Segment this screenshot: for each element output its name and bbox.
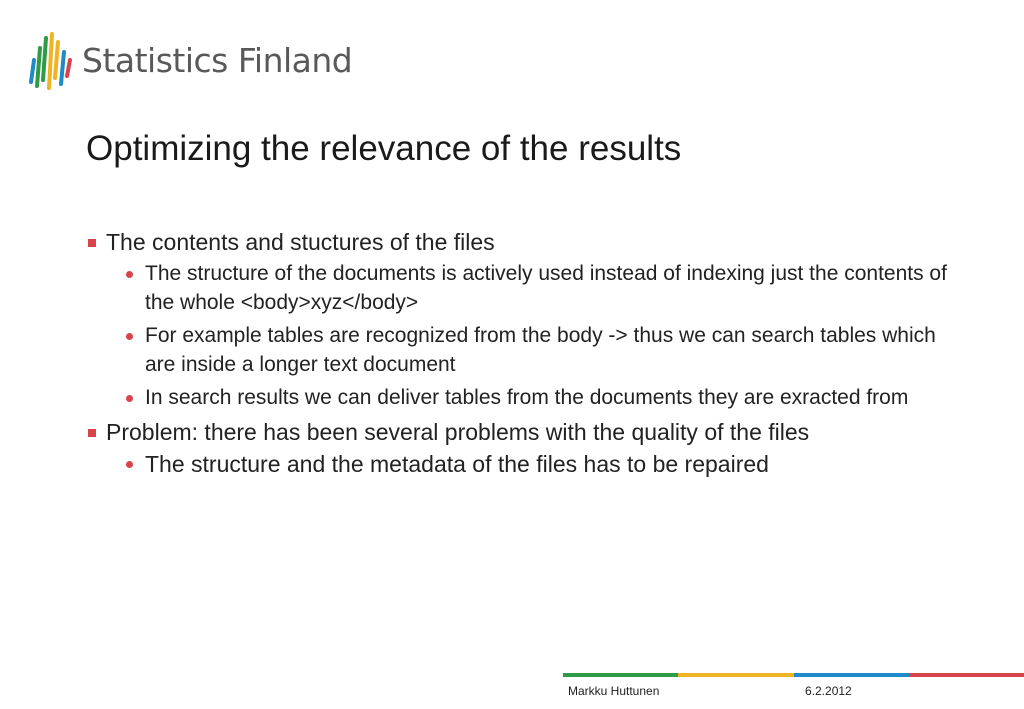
footer-bar-blue bbox=[794, 673, 909, 677]
square-bullet-icon bbox=[88, 239, 96, 247]
sub-bullet-deliver-tables bbox=[86, 384, 966, 413]
sub-bullet-text: The structure of the documents is actively used instead of indexing just the contents of the whole <body>xyz</body> bbox=[145, 262, 947, 314]
sub-bullet-repair bbox=[86, 450, 966, 479]
bullet-text: Problem: there has been several problems with the quality of the files bbox=[106, 418, 810, 445]
round-bullet-icon bbox=[126, 271, 133, 278]
sub-bullet-tables-recognized bbox=[86, 322, 966, 379]
round-bullet-icon bbox=[126, 461, 133, 468]
sub-bullet-text: In search results we can deliver tables from the documents they are exracted from bbox=[145, 386, 909, 409]
sub-bullet-structure-used bbox=[86, 260, 966, 317]
sub-bullet-text: The structure and the metadata of the files has to be repaired bbox=[145, 450, 769, 477]
bullet-list bbox=[86, 228, 966, 483]
statistics-finland-logo bbox=[28, 28, 352, 92]
logo-text: Statistics Finland bbox=[82, 40, 353, 80]
round-bullet-icon bbox=[126, 333, 133, 340]
square-bullet-icon bbox=[88, 429, 96, 437]
bullet-contents-structures bbox=[86, 228, 966, 256]
round-bullet-icon bbox=[126, 395, 133, 402]
footer-author: Markku Huttunen bbox=[568, 684, 660, 698]
logo-mark-icon bbox=[28, 30, 72, 90]
footer-bar-red bbox=[909, 673, 1024, 677]
slide-title: Optimizing the relevance of the results bbox=[86, 129, 682, 168]
footer-date: 6.2.2012 bbox=[805, 684, 852, 698]
bullet-text: The contents and stuctures of the files bbox=[106, 229, 495, 255]
bullet-problem-quality bbox=[86, 418, 966, 446]
footer-color-bar bbox=[563, 673, 1024, 677]
sub-bullet-text: For example tables are recognized from the body -> thus we can search tables which are inside a longer text document bbox=[145, 324, 936, 376]
footer-bar-green bbox=[563, 673, 678, 677]
footer-bar-yellow bbox=[678, 673, 793, 677]
